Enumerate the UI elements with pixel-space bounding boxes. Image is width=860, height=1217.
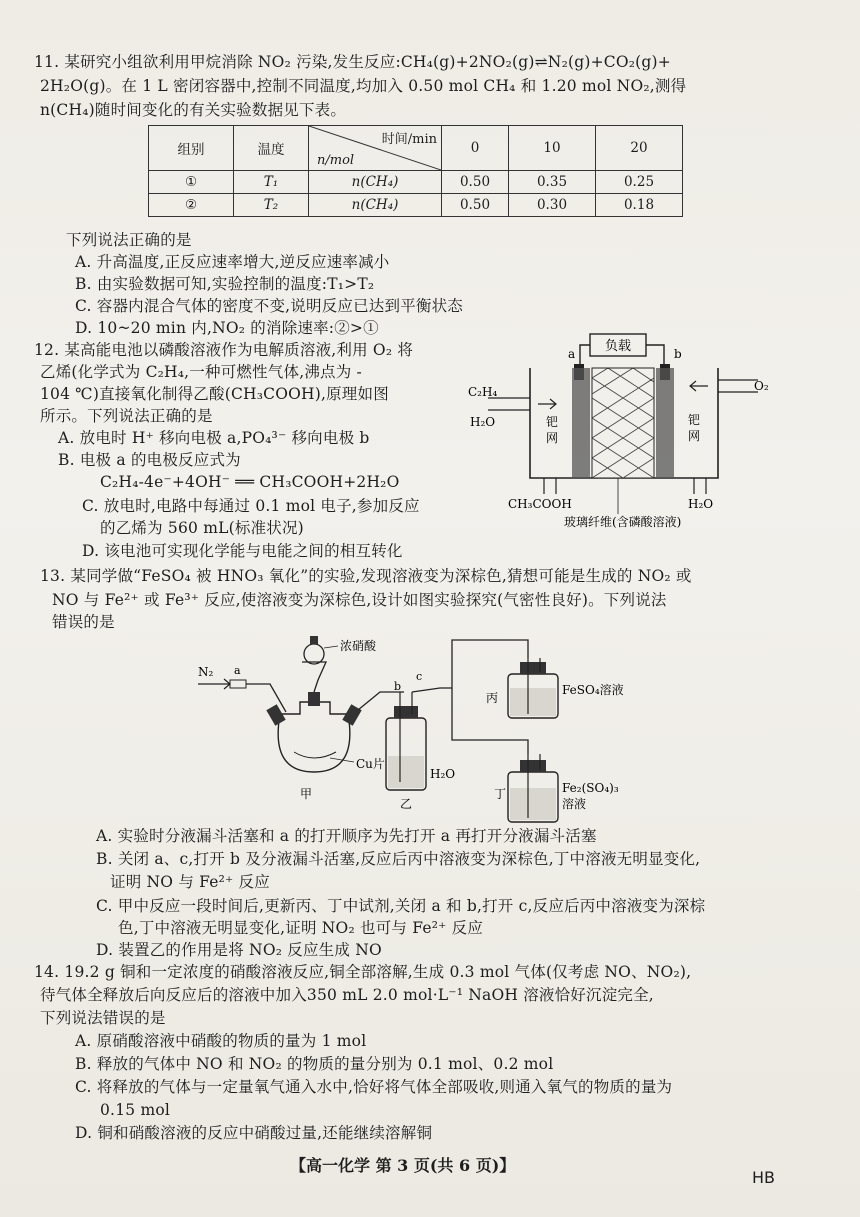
label-pd-left-2: 网 <box>546 431 559 445</box>
header-diagonal-cell <box>309 126 442 171</box>
valve-a <box>230 680 246 688</box>
table-row <box>149 194 683 217</box>
q12-line3: 104 ℃)直接氧化制得乙酸(CH₃COOH),原理如图 <box>40 385 389 403</box>
q14-option-a: A. 原硝酸溶液中硝酸的物质的量为 1 mol <box>75 1032 367 1050</box>
q14-option-c-cont: 0.15 mol <box>100 1101 171 1119</box>
q11-stem: 下列说法正确的是 <box>66 231 192 249</box>
label-yi: 乙 <box>400 797 413 811</box>
arrow-in-right <box>690 381 708 391</box>
row-temp: T₁ <box>234 171 309 194</box>
q12-option-c: C. 放电时,电路中每通过 0.1 mol 电子,参加反应 <box>82 497 420 515</box>
header-n: n/mol <box>317 153 355 168</box>
q11-option-b: B. 由实验数据可知,实验控制的温度:T₁>T₂ <box>75 275 375 293</box>
page-footer: 【高一化学 第 3 页(共 6 页)】 <box>290 1156 516 1175</box>
header-time: 时间/min <box>381 132 437 147</box>
flask-jia <box>278 702 350 772</box>
q14-option-d: D. 铜和硝酸溶液的反应中硝酸过量,还能继续溶解铜 <box>75 1124 433 1142</box>
row-val: 0.25 <box>596 171 683 194</box>
label-c2h4: C₂H₄ <box>468 385 498 399</box>
electrode-b <box>656 368 674 478</box>
q12-option-b-equation: C₂H₄-4e⁻+4OH⁻ ══ CH₃COOH+2H₂O <box>100 473 400 491</box>
header-time-20: 20 <box>596 126 683 171</box>
arrow-in-left <box>538 399 556 409</box>
q14-line3: 下列说法错误的是 <box>40 1009 166 1027</box>
header-time-10: 10 <box>509 126 596 171</box>
label-feso4: FeSO₄溶液 <box>562 683 624 697</box>
q14-option-b: B. 释放的气体中 NO 和 NO₂ 的物质的量分别为 0.1 mol、0.2 mol <box>75 1055 554 1073</box>
dropping-funnel <box>302 662 326 692</box>
q12-line1: 12. 某高能电池以磷酸溶液作为电解质溶液,利用 O₂ 将 <box>34 341 414 359</box>
row-group: ② <box>149 194 234 217</box>
label-pd-right-1: 钯 <box>688 413 701 427</box>
q13-line3: 错误的是 <box>52 613 115 631</box>
q13-line2: NO 与 Fe²⁺ 或 Fe³⁺ 反应,使溶液变为深棕色,设计如图实验探究(气密性良好)。下列说法 <box>52 591 667 609</box>
q12-option-d: D. 该电池可实现化学能与电能之间的相互转化 <box>82 542 403 560</box>
label-a: a <box>568 347 576 361</box>
q13-option-c-cont: 色,丁中溶液无明显变化,证明 NO₂ 也可与 Fe²⁺ 反应 <box>118 919 484 937</box>
q11-option-d: D. 10~20 min 内,NO₂ 的消除速率:②>① <box>75 319 379 337</box>
row-val: 0.50 <box>442 194 509 217</box>
label-pd-right-2: 网 <box>688 429 701 443</box>
label-fiber: 玻璃纤维(含磷酸溶液) <box>564 515 682 529</box>
q11-option-c: C. 容器内混合气体的密度不变,说明反应已达到平衡状态 <box>75 297 463 315</box>
q13-option-b: B. 关闭 a、c,打开 b 及分液漏斗活塞,反应后丙中溶液变为深棕色,丁中溶液无明显变化, <box>96 850 701 868</box>
header-temp: 温度 <box>234 126 309 171</box>
label-hno3: 浓硝酸 <box>340 639 377 653</box>
q11-line1: 11. 某研究小组欲利用甲烷消除 NO₂ 污染,发生反应:CH₄(g)+2NO₂(g)⇌N₂(g)+CO₂(g)+ <box>34 53 671 71</box>
load-label: 负载 <box>604 339 632 354</box>
label-n2: N₂ <box>198 665 214 679</box>
label-b: b <box>394 680 402 693</box>
row-val: 0.35 <box>509 171 596 194</box>
q13-option-d: D. 装置乙的作用是将 NO₂ 反应生成 NO <box>96 941 382 959</box>
label-bing: 丙 <box>486 691 499 705</box>
q12-battery-diagram <box>468 328 788 533</box>
table-row <box>149 171 683 194</box>
q12-option-a: A. 放电时 H⁺ 移向电极 a,PO₄³⁻ 移向电极 b <box>58 429 370 447</box>
q12-option-b: B. 电极 a 的电极反应式为 <box>58 451 241 469</box>
q14-line2: 待气体全释放后向反应后的溶液中加入350 mL 2.0 mol·L⁻¹ NaOH 溶液恰好沉淀完全, <box>40 986 654 1004</box>
label-h2o: H₂O <box>430 767 456 781</box>
row-n: n(CH₄) <box>309 171 442 194</box>
header-group: 组别 <box>149 126 234 171</box>
label-c: c <box>416 670 423 683</box>
row-val: 0.30 <box>509 194 596 217</box>
q13-apparatus-diagram <box>190 632 650 832</box>
label-b: b <box>674 347 682 361</box>
q12-option-c-cont: 的乙烯为 560 mL(标准状况) <box>100 519 304 537</box>
label-pd-left-1: 钯 <box>546 415 559 429</box>
q13-option-a: A. 实验时分液漏斗活塞和 a 的打开顺序为先打开 a 再打开分液漏斗活塞 <box>96 827 597 845</box>
q11-line3: n(CH₄)随时间变化的有关实验数据见下表。 <box>40 101 347 119</box>
label-fe2so43: Fe₂(SO₄)₃ <box>562 781 619 795</box>
q14-option-c: C. 将释放的气体与一定量氧气通入水中,恰好将气体全部吸收,则通入氧气的物质的量为 <box>75 1078 673 1096</box>
label-o2: O₂ <box>754 379 769 393</box>
q14-line1: 14. 19.2 g 铜和一定浓度的硝酸溶液反应,铜全部溶解,生成 0.3 mol 气体(仅考虑 NO、NO₂), <box>34 963 692 981</box>
q13-option-c: C. 甲中反应一段时间后,更新丙、丁中试剂,关闭 a 和 b,打开 c,反应后丙中溶液变为深棕 <box>96 897 706 915</box>
header-time-0: 0 <box>442 126 509 171</box>
label-cu: Cu片 <box>356 757 385 771</box>
row-group: ① <box>149 171 234 194</box>
label-ch3cooh: CH₃COOH <box>508 497 572 511</box>
q11-data-table <box>148 125 683 217</box>
label-ding: 丁 <box>494 787 507 801</box>
electrode-a <box>572 368 590 478</box>
q11-option-a: A. 升高温度,正反应速率增大,逆反应速率减小 <box>75 253 390 271</box>
q12-line4: 所示。下列说法正确的是 <box>40 407 213 425</box>
label-jia: 甲 <box>300 787 313 801</box>
label-a: a <box>234 664 241 677</box>
q13-line1: 13. 某同学做“FeSO₄ 被 HNO₃ 氧化”的实验,发现溶液变为深棕色,猜想可能是生成的 NO₂ 或 <box>40 567 692 585</box>
label-h2o-out: H₂O <box>688 497 714 511</box>
row-val: 0.50 <box>442 171 509 194</box>
row-n: n(CH₄) <box>309 194 442 217</box>
row-val: 0.18 <box>596 194 683 217</box>
q13-option-b-cont: 证明 NO 与 Fe²⁺ 反应 <box>110 873 270 891</box>
row-temp: T₂ <box>234 194 309 217</box>
label-rongye: 溶液 <box>562 797 587 811</box>
corner-code: HB <box>752 1168 776 1187</box>
q11-line2: 2H₂O(g)。在 1 L 密闭容器中,控制不同温度,均加入 0.50 mol CH₄ 和 1.20 mol NO₂,测得 <box>40 77 687 95</box>
q12-line2: 乙烯(化学式为 C₂H₄,一种可燃性气体,沸点为 - <box>40 363 362 381</box>
label-h2o-in: H₂O <box>470 415 496 429</box>
